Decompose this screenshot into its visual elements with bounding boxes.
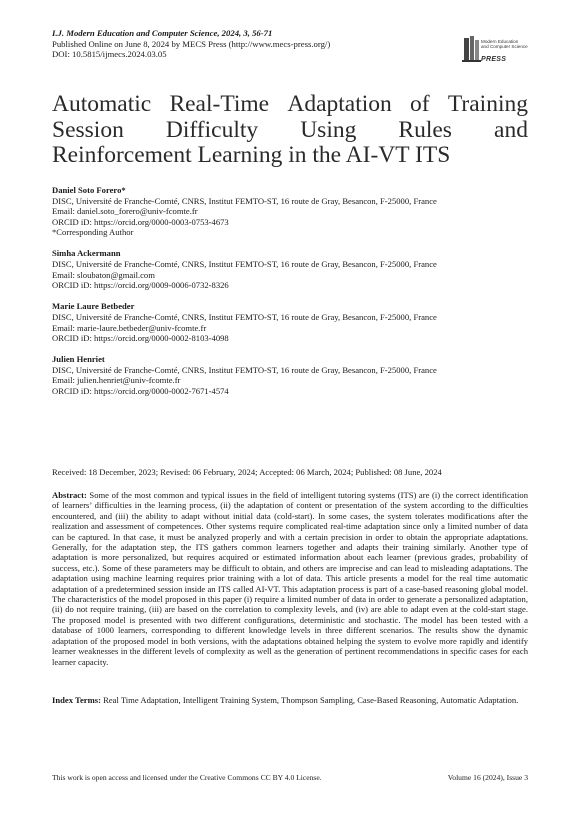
index-terms-text: Real Time Adaptation, Intelligent Training System, Thompson Sampling, Case-Based Reasoning, Automatic Adaptation. [103, 695, 519, 705]
author-affiliation: DISC, Université de Franche-Comté, CNRS, Institut FEMTO-ST, 16 route de Gray, Besancon, F-25000, France [52, 364, 437, 375]
author-list [52, 185, 528, 407]
title-line-1: Automatic Real-Time Adaptation of Training [52, 91, 528, 117]
index-terms-label: Index Terms: [52, 695, 101, 705]
author-affiliation: DISC, Université de Franche-Comté, CNRS, Institut FEMTO-ST, 16 route de Gray, Besancon, F-25000, France [52, 311, 437, 322]
author-block [52, 301, 528, 343]
author-orcid: ORCID iD: https://orcid.org/0000-0002-8103-4098 [52, 333, 229, 344]
author-orcid: ORCID iD: https://orcid.org/0009-0006-0732-8326 [52, 280, 229, 291]
author-affiliation: DISC, Université de Franche-Comté, CNRS, Institut FEMTO-ST, 16 route de Gray, Besancon, F-25000, France [52, 195, 437, 206]
page-footer [52, 773, 528, 782]
author-block [52, 354, 528, 396]
journal-header [52, 28, 528, 60]
abstract-label: Abstract: [52, 490, 87, 500]
logo-press: PRESS [481, 56, 507, 63]
author-email: Email: marie-laure.betbeder@univ-fcomte.fr [52, 322, 207, 333]
author-block [52, 185, 528, 238]
author-block [52, 248, 528, 290]
index-terms [52, 695, 528, 705]
author-email: Email: sloubaton@gmail.com [52, 269, 155, 280]
paper-title [52, 92, 528, 169]
title-line-3: Reinforcement Learning in the AI-VT ITS [52, 142, 451, 168]
submission-dates: Received: 18 December, 2023; Revised: 06 February, 2024; Accepted: 06 March, 2024; Published: 08 June, 2024 [52, 467, 442, 477]
abstract [52, 490, 528, 667]
author-email: Email: daniel.soto_forero@univ-fcomte.fr [52, 206, 198, 217]
journal-citation: I.J. Modern Education and Computer Science, 2024, 3, 56-71 [52, 28, 273, 38]
author-orcid: ORCID iD: https://orcid.org/0000-0002-7671-4574 [52, 386, 229, 396]
book-stack-icon [462, 34, 482, 64]
published-line: Published Online on June 8, 2024 by MECS Press (http://www.mecs-press.org/) [52, 38, 331, 49]
author-name: Julien Henriet [52, 354, 105, 365]
corresponding-note: *Corresponding Author [52, 227, 134, 238]
title-line-2: Session Difficulty Using Rules and [52, 116, 528, 143]
license-text: This work is open access and licensed under the Creative Commons CC BY 4.0 License. [52, 773, 322, 782]
doi-line: DOI: 10.5815/ijmecs.2024.03.05 [52, 49, 167, 60]
author-affiliation: DISC, Université de Franche-Comté, CNRS, Institut FEMTO-ST, 16 route de Gray, Besancon, F-25000, France [52, 259, 437, 270]
volume-text: Volume 16 (2024), Issue 3 [447, 773, 528, 782]
author-orcid: ORCID iD: https://orcid.org/0000-0003-0753-4673 [52, 216, 229, 227]
author-name: Simha Ackermann [52, 248, 121, 259]
author-name: Daniel Soto Forero* [52, 185, 126, 195]
abstract-text: Some of the most common and typical issues in the field of intelligent tutoring systems (ITS) are (i) the correct identification of learners’ difficulties in the learning process, (ii) the adaptation of content or presentation of the system according to the difficulties encountered, and (iii) the ability to adapt without initial data (cold-start). In some cases, the system tolerates modifications after the realization and assessment of competences. Other systems require complicated real-time adaptation since only a limited number of data can be captured. In that case, it must be analyzed properly and with a certain precision in order to obtain the appropriate adaptations. Generally, for the adaptation step, the ITS gathers common learners together and adapts their training similarly. Another type of adaptation is more personalized, but requires acquired or estimated information about each learner (previous grades, probability of success, etc.). Some of these parameters may be difficult to obtain, and others are imprecise and can lead to misleading adaptations. The adaptation using machine learning requires prior training with a lot of data. This article presents a model for the real time automatic adaptation of a predetermined session inside an ITS called AI-VT. This adaptation process is part of a case-based reasoning global model. The characteristics of the model proposed in this paper (i) require a limited number of data in order to generate a personalized adaptation, (ii) do not require training, (iii) are based on the correlation to complexity levels, and (iv) are able to adapt even at the cold-start stage. The proposed model is presented with two different configurations, deterministic and stochastic. The model has been tested with a database of 1000 learners, corresponding to different knowledge levels in three different scenarios. The results show the dynamic adaptation of the proposed model in both versions, with the adaptations obtained helping the system to evolve more rapidly and identify learner weaknesses in the different levels of complexity as well as the generation of pertinent recommendations in specific cases for each learner capacity. [52, 490, 528, 667]
author-email: Email: julien.henriet@univ-fcomte.fr [52, 375, 181, 386]
author-name: Marie Laure Betbeder [52, 301, 135, 312]
logo-text: Modern Education and Computer Science [481, 39, 528, 49]
mecs-press-logo [462, 32, 532, 70]
